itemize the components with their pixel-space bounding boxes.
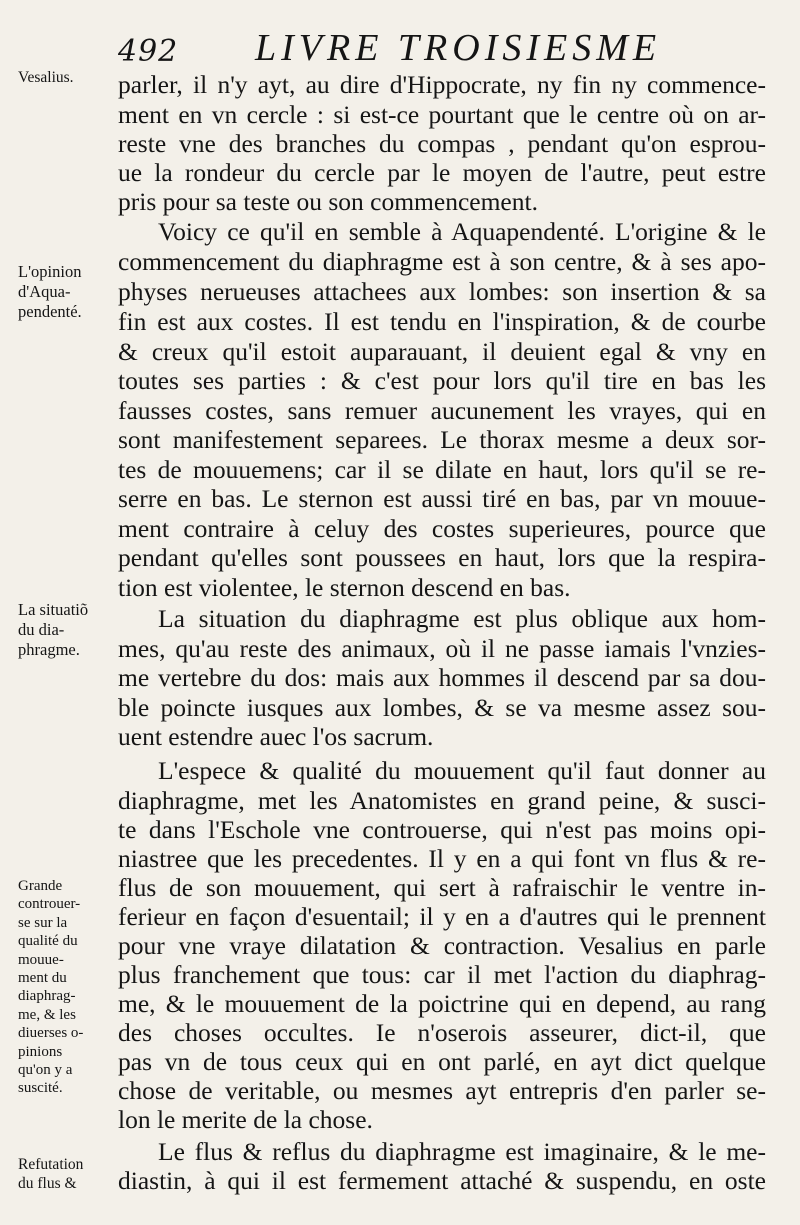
margin-note-line: d'Aqua- (18, 282, 71, 301)
body-text-line: des choses occultes. Ie n'oserois asseurer, dict-il, que (118, 1018, 766, 1047)
body-text-line: pris pour sa teste ou son commencement. (118, 187, 538, 216)
margin-note-line: pendenté. (18, 302, 82, 321)
body-text-line: parler, il n'y ayt, au dire d'Hippocrate, ny fin ny commence- (118, 70, 766, 99)
margin-note-refutation (18, 1155, 120, 1193)
body-text-line: La situation du diaphragme est plus oblique aux hom- (158, 604, 766, 633)
margin-note-vesalius (18, 68, 120, 87)
body-text-line: pas vn de tous ceux qui en ont parlé, en ayt dict quelque (118, 1047, 766, 1076)
margin-note-line: controuer- (18, 896, 81, 913)
body-text-line: serre en bas. Le sternon est aussi tiré en bas, par vn mouue- (118, 484, 766, 513)
margin-note-line: se sur la (18, 914, 68, 931)
body-text-line: diaphragme, met les Anatomistes en grand peine, & susci- (118, 786, 766, 815)
body-text-line: te dans l'Eschole vne controuerse, qui n'est pas moins opi- (118, 815, 766, 844)
body-text-line: pour vne vraye dilatation & contraction. Vesalius en parle (118, 931, 766, 960)
running-title: LIVRE TROISIESME (255, 27, 662, 69)
body-text-line: sont manifestement separees. Le thorax mesme a deux sor- (118, 425, 766, 454)
body-text-line: ble poincte iusques aux lombes, & se va mesme assez sou- (118, 693, 766, 722)
margin-note-line: ment du (18, 970, 67, 987)
body-text-line: Voicy ce qu'il en semble à Aquapendenté. L'origine & le (158, 217, 766, 246)
body-text-line: uent estendre auec l'os sacrum. (118, 722, 434, 751)
margin-note-line: La situatiõ (18, 600, 89, 619)
body-text-line: lon le merite de la chose. (118, 1105, 373, 1134)
body-text-line: ment contraire à celuy des costes superieures, pource que (118, 514, 766, 543)
body-text-line: ue la rondeur du cercle par le moyen de l'autre, peut estre (118, 158, 766, 187)
body-text-line: fausses costes, sans remuer aucunement les vrayes, qui en (118, 396, 766, 425)
body-text-line: chose de veritable, ou mesmes ayt entrepris d'en parler se- (118, 1076, 766, 1105)
page-header (100, 26, 740, 74)
body-text-line: pendant qu'elles sont poussees en haut, lors que la respira- (118, 543, 766, 572)
body-text-line: fin est aux costes. Il est tendu en l'inspiration, & de courbe (118, 307, 766, 336)
margin-note-line: me, & les (18, 1006, 76, 1023)
margin-note-line: Vesalius. (18, 69, 74, 86)
margin-note-line: du dia- (18, 620, 65, 639)
body-text-line: diastin, à qui il est fermement attaché & suspendu, en oste (118, 1166, 766, 1195)
body-text-line: me, & le mouuement de la poictrine qui en depend, au rang (118, 989, 766, 1018)
body-text-line: ment en vn cercle : si est-ce pourtant que le centre où on ar- (118, 100, 766, 129)
body-text-line: L'espece & qualité du mouuement qu'il faut donner au (158, 756, 766, 785)
margin-note-line: suscité. (18, 1080, 63, 1097)
margin-note-line: pinions (18, 1043, 63, 1060)
body-text-line: physes nerueuses attachees aux lombes: son insertion & sa (118, 277, 766, 306)
body-text-line: ferieur en façon d'esuentail; il y en a d'autres qui le prennent (118, 902, 766, 931)
body-text-line: mes, qu'au reste des animaux, où il ne passe iamais l'vnzies- (118, 634, 766, 663)
page-number: 492 (118, 34, 179, 69)
margin-note-line: du flus & (18, 1175, 77, 1192)
margin-note-line: mouue- (18, 951, 64, 968)
body-text-line: flus de son mouuement, qui sert à rafraischir le ventre in- (118, 873, 766, 902)
margin-note-line: L'opinion (18, 262, 82, 281)
body-text-line: niastree que les precedentes. Il y en a qui font vn flus & re- (118, 844, 766, 873)
body-text-line: tes de mouuemens; car il se dilate en haut, lors qu'il se re- (118, 455, 766, 484)
body-text-line: reste vne des branches du compas , pendant qu'on esprou- (118, 129, 766, 158)
margin-note-line: diuerses o- (18, 1025, 84, 1042)
margin-note-controverse (18, 877, 120, 1098)
margin-note-line: qualité du (18, 933, 78, 950)
margin-note-line: Refutation (18, 1156, 84, 1173)
margin-note-line: Grande (18, 878, 63, 894)
margin-note-line: diaphrag- (18, 988, 76, 1005)
margin-note-line: phragme. (18, 640, 80, 659)
body-text-line: & creux qu'il estoit auparauant, il deuient egal & vny en (118, 337, 766, 366)
margin-note-line: qu'on y a (18, 1062, 73, 1079)
body-text-line: Le flus & reflus du diaphragme est imaginaire, & le me- (158, 1137, 766, 1166)
body-text-line: commencement du diaphragme est à son centre, & à ses apo- (118, 247, 766, 276)
body-text-line: tion est violentee, le sternon descend en bas. (118, 573, 571, 602)
body-text-line: toutes ses parties : & c'est pour lors qu'il tire en bas les (118, 366, 766, 395)
margin-note-opinion (18, 262, 120, 322)
body-text-line: me vertebre du dos: mais aux hommes il descend par sa dou- (118, 663, 766, 692)
margin-note-situation (18, 600, 120, 660)
body-text-line: plus franchement que tous: car il met l'action du diaphrag- (118, 960, 766, 989)
